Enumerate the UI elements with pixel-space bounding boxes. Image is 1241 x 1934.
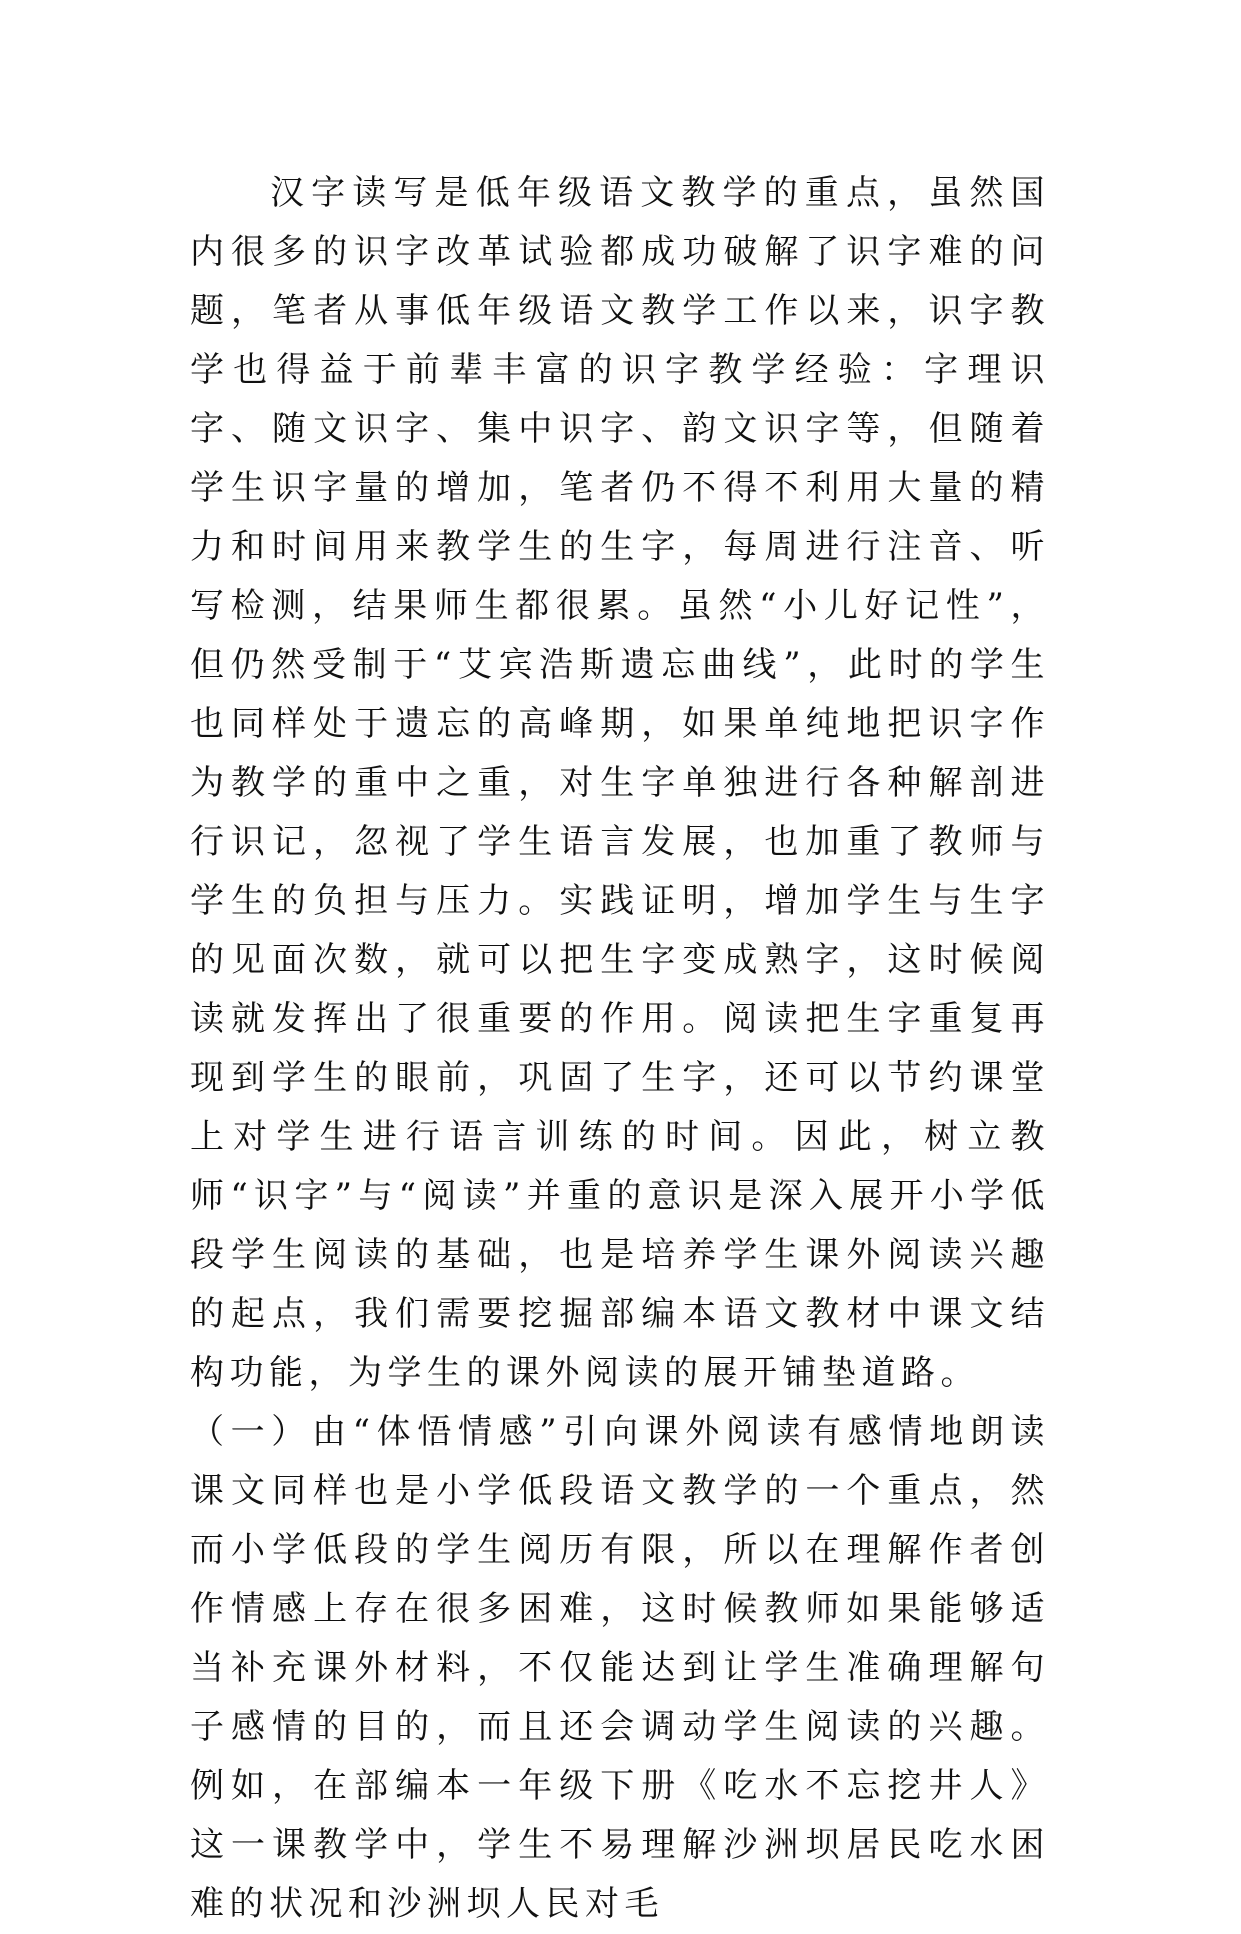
- body-text: [190, 164, 1050, 1934]
- paragraph-literacy-reading: 汉字读写是低年级语文教学的重点，虽然国内很多的识字改革试验都成功破解了识字难的问题，笔者从事低年级语文教学工作以来，识字教学也得益于前辈丰富的识字教学经验：字理识字、随文识字、集中识字、韵文识字等，但随着学生识字量的增加，笔者仍不得不利用大量的精力和时间用来教学生的生字，每周进行注音、听写检测，结果师生都很累。虽然“小儿好记性”，但仍然受制于“艾宾浩斯遗忘曲线”，此时的学生也同样处于遗忘的高峰期，如果单纯地把识字作为教学的重中之重，对生字单独进行各种解剖进行识记，忽视了学生语言发展，也加重了教师与学生的负担与压力。实践证明，增加学生与生字的见面次数，就可以把生字变成熟字，这时候阅读就发挥出了很重要的作用。阅读把生字重复再现到学生的眼前，巩固了生字，还可以节约课堂上对学生进行语言训练的时间。因此，树立教师“识字”与“阅读”并重的意识是深入展开小学低段学生阅读的基础，也是培养学生课外阅读兴趣的起点，我们需要挖掘部编本语文教材中课文结构功能，为学生的课外阅读的展开铺垫道路。: [190, 173, 1050, 1393]
- paragraph-section-one: （一）由“体悟情感”引向课外阅读有感情地朗读课文同样也是小学低段语文教学的一个重点，然而小学低段的学生阅历有限，所以在理解作者创作情感上存在很多困难，这时候教师如果能够适当补充课外材料，不仅能达到让学生准确理解句子感情的目的，而且还会调动学生阅读的兴趣。例如，在部编本一年级下册《吃水不忘挖井人》这一课教学中，学生不易理解沙洲坝居民吃水困难的状况和沙洲坝人民对毛: [190, 1412, 1050, 1924]
